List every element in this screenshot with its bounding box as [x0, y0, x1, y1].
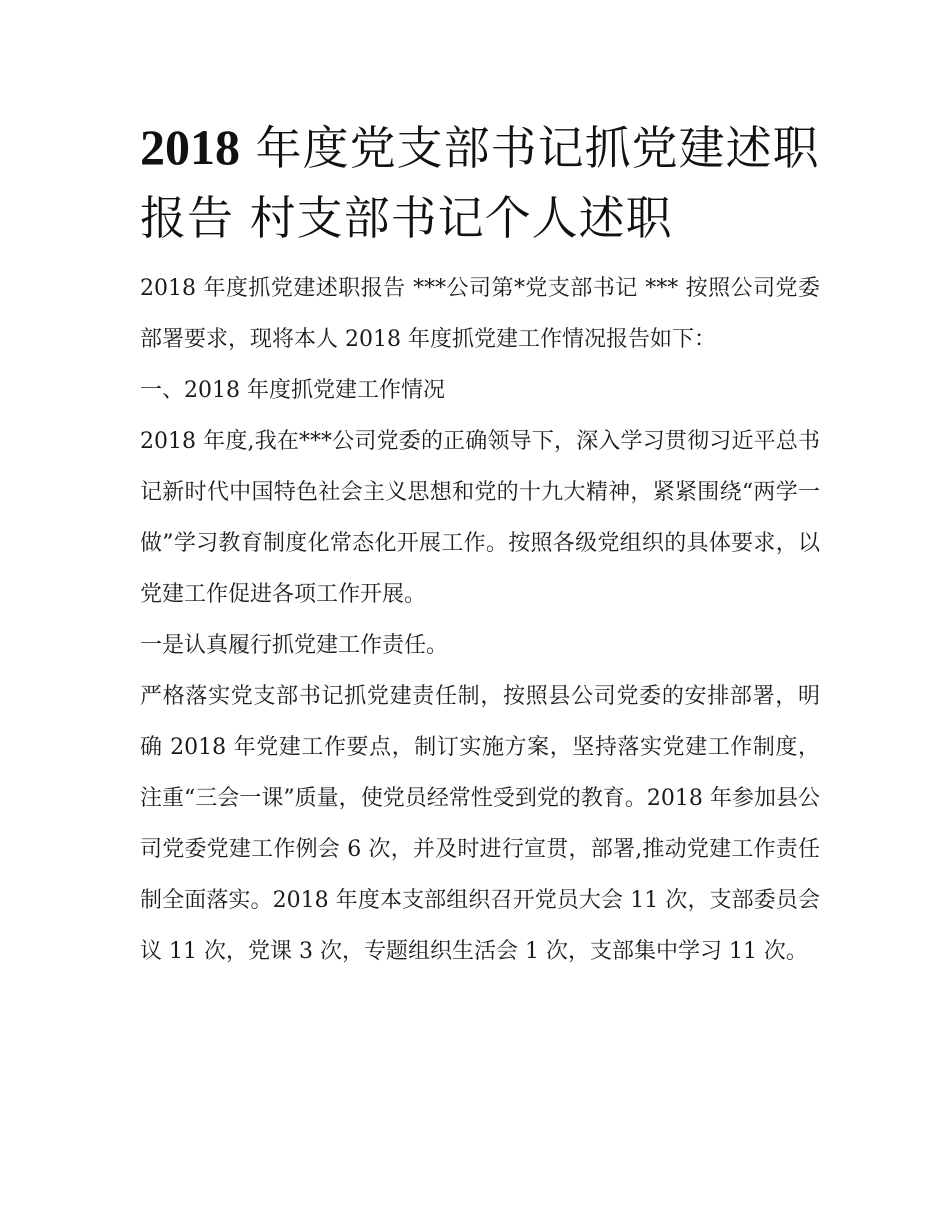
section-heading: 一、2018 年度抓党建工作情况	[140, 378, 445, 403]
body-paragraph: 2018 年度,我在***公司党委的正确领导下，深入学习贯彻习近平总书记新时代中国特色社会主义思想和党的十九大精神，紧紧围绕“两学一做”学习教育制度化常态化开展工作。按照各级党组织的具体要求，以党建工作促进各项工作开展。	[140, 429, 820, 607]
title-text: 年度党支部书记抓党建述职报告 村支部书记个人述职	[140, 121, 820, 245]
intro-paragraph: 2018 年度抓党建述职报告 ***公司第*党支部书记 *** 按照公司党委部署要求，现将本人 2018 年度抓党建工作情况报告如下：	[140, 276, 820, 352]
body-paragraph: 严格落实党支部书记抓党建责任制，按照县公司党委的安排部署，明确 2018 年党建工作要点，制订实施方案，坚持落实党建工作制度，注重“三会一课”质量，使党员经常性受到党的教育。2018 年参加县公司党委党建工作例会 6 次，并及时进行宣贯，部署,推动党建工作责任制全面落实。2018 年度本支部组织召开党员大会 11 次，支部委员会议 11 次，党课 3 次，专题组织生活会 1 次，支部集中学习 11 次。	[140, 684, 820, 964]
document-body	[140, 112, 820, 977]
subsection-heading: 一是认真履行抓党建工作责任。	[140, 633, 449, 658]
title-year: 2018	[140, 119, 240, 175]
document-title	[140, 112, 820, 253]
